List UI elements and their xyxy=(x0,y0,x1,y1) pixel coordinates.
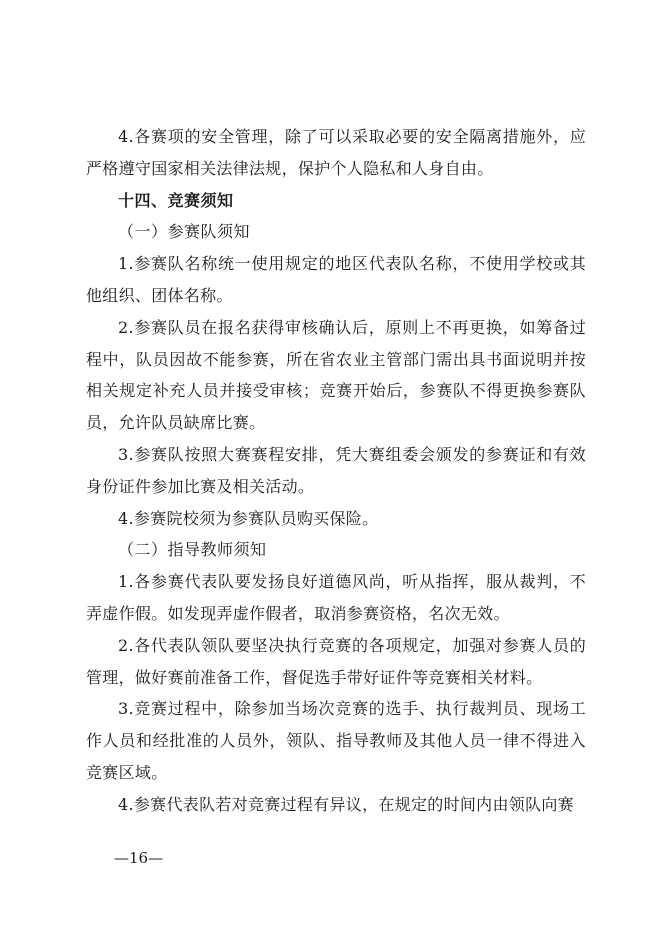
paragraph-team-name: 1.参赛队名称统一使用规定的地区代表队名称，不使用学校或其他组织、团体名称。 xyxy=(86,254,586,305)
paragraph-competition-area: 3.竞赛过程中，除参加当场次竞赛的选手、执行裁判员、现场工作人员和经批准的人员外，领队、指导教师及其他人员一律不得进入竞赛区域。 xyxy=(86,699,586,782)
paragraph-team-leader: 2.各代表队领队要坚决执行竞赛的各项规定，加强对参赛人员的管理，做好赛前准备工作，督促选手带好证件等竞赛相关材料。 xyxy=(86,635,586,687)
paragraph-schedule: 3.参赛队按照大赛赛程安排，凭大赛组委会颁发的参赛证和有效身份证件参加比赛及相关活动。 xyxy=(86,444,586,496)
page-number: —16— xyxy=(114,849,164,867)
paragraph-team-members: 2.参赛队员在报名获得审核确认后，原则上不再更换，如筹备过程中，队员因故不能参赛，所在省农业主管部门需出具书面说明并按相关规定补充人员并接受审核；竞赛开始后，参赛队不得更换参赛队员，允许队员缺席比赛。 xyxy=(86,317,586,433)
paragraph-safety-management: 4.各赛项的安全管理，除了可以采取必要的安全隔离措施外，应严格遵守国家相关法律法规，保护个人隐私和人身自由。 xyxy=(86,127,586,178)
paragraph-ethics: 1.各参赛代表队要发扬良好道德风尚，听从指挥，服从裁判，不弄虚作假。如发现弄虚作假者，取消参赛资格，名次无效。 xyxy=(86,572,586,623)
subsection-heading-instructor-notice: （二）指导教师须知 xyxy=(118,540,267,560)
paragraph-objection: 4.参赛代表队若对竞赛过程有异议，在规定的时间内由领队向赛 xyxy=(118,794,574,814)
subsection-heading-team-notice: （一）参赛队须知 xyxy=(118,222,251,242)
document-body xyxy=(86,121,586,821)
paragraph-insurance: 4.参赛院校须为参赛队员购买保险。 xyxy=(118,508,379,528)
section-heading-competition-notice: 十四、竞赛须知 xyxy=(118,190,234,210)
